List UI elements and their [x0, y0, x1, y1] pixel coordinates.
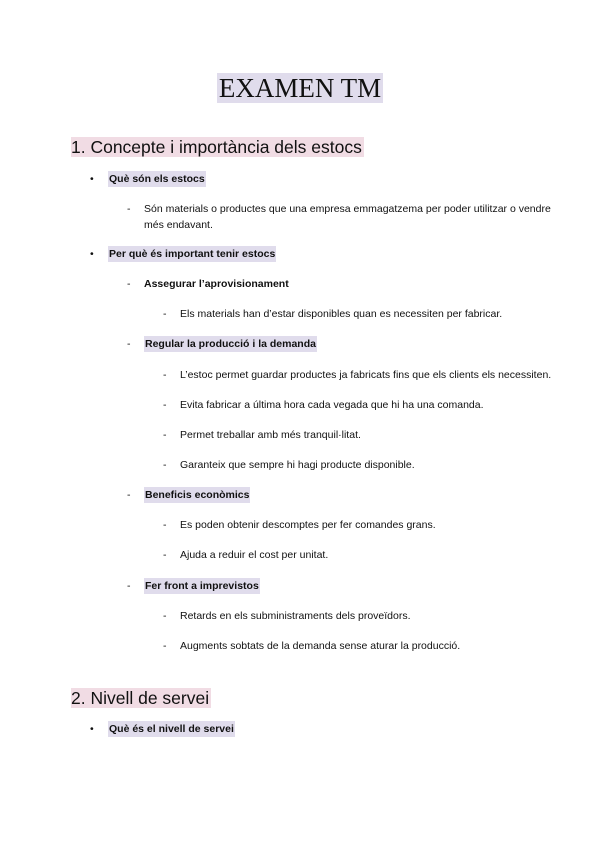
dash-marker: -	[163, 308, 167, 320]
document-title: EXAMEN TM	[218, 73, 382, 103]
dash-marker: -	[163, 549, 167, 561]
dash-marker: -	[127, 203, 131, 215]
section-2-heading: 2. Nivell de servei	[71, 688, 210, 708]
list-item-text: Retards en els subministraments dels proveïdors.	[180, 610, 411, 622]
bullet-label: Per què és important tenir estocs	[109, 248, 276, 260]
subheading-label: Assegurar l’aprovisionament	[144, 278, 289, 290]
dash-marker: -	[163, 519, 167, 531]
bullet-marker: •	[90, 248, 94, 260]
subheading-label: Fer front a imprevistos	[145, 580, 259, 592]
bullet-marker: •	[90, 173, 94, 185]
subheading-label: Regular la producció i la demanda	[145, 338, 316, 350]
bullet-marker: •	[90, 723, 94, 735]
bullet-label: Què són els estocs	[109, 173, 205, 185]
dash-marker: -	[163, 399, 167, 411]
answer-line-2: més endavant.	[144, 219, 213, 231]
list-item-text: Permet treballar amb més tranquil·litat.	[180, 429, 361, 441]
section-1-heading: 1. Concepte i importància dels estocs	[71, 137, 362, 157]
list-item-text: Evita fabricar a última hora cada vegada que hi ha una comanda.	[180, 399, 484, 411]
dash-marker: -	[163, 369, 167, 381]
dash-marker: -	[163, 429, 167, 441]
subheading-label: Beneficis econòmics	[145, 489, 250, 501]
list-item-text: Garanteix que sempre hi hagi producte disponible.	[180, 459, 415, 471]
dash-marker: -	[127, 338, 131, 350]
list-item-text: Augments sobtats de la demanda sense aturar la producció.	[180, 640, 461, 652]
dash-marker: -	[163, 459, 167, 471]
list-item-text: Ajuda a reduir el cost per unitat.	[180, 549, 329, 561]
dash-marker: -	[163, 610, 167, 622]
dash-marker: -	[127, 580, 131, 592]
answer-line-1: Són materials o productes que una empresa emmagatzema per poder utilitzar o vendre	[144, 203, 551, 215]
bullet-label: Què és el nivell de servei	[109, 723, 234, 735]
list-item-text: Els materials han d’estar disponibles quan es necessiten per fabricar.	[180, 308, 503, 320]
dash-marker: -	[163, 640, 167, 652]
list-item-text: Es poden obtenir descomptes per fer comandes grans.	[180, 519, 436, 531]
list-item-text: L’estoc permet guardar productes ja fabricats fins que els clients els necessiten.	[180, 369, 552, 381]
dash-marker: -	[127, 278, 131, 290]
dash-marker: -	[127, 489, 131, 501]
